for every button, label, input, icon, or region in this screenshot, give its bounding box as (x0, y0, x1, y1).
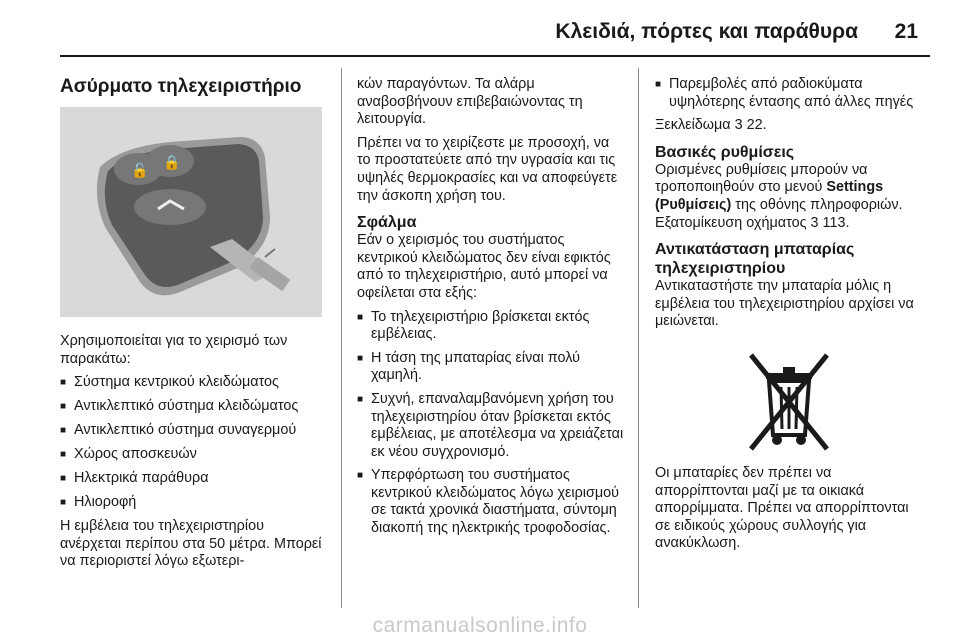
list-item: ■ Σύστημα κεντρικού κλειδώματος (60, 374, 279, 391)
list-item: ■ Υπερφόρτωση του συστήματος κεντρικού κλειδώματος λόγω χειρισμού σε τακτά χρονικά διαστήματα, σύντομη διακοπή της ηλεκτρικής τροφοδοσίας. (357, 467, 620, 537)
page-number: 21 (894, 20, 918, 43)
remote-key-figure (60, 107, 326, 317)
care-text: Πρέπει να το χειρίζεστε με προσοχή, να το προστατεύετε από την υγρασία και τις υψηλές θερμοκρασίες και να αποφεύγετε την άσκοπη χρήση του. (357, 134, 618, 204)
crossed-bin-icon (739, 345, 839, 455)
fault-text: Εάν ο χειρισμός του συστήματος κεντρικού κλειδώματος δεν είναι εφικτός από το τηλεχειριστήριο, αυτό μπορεί να οφείλεται στα εξής: (357, 232, 611, 301)
reference-arrow-icon: 3 (734, 117, 743, 134)
list-item: ■ Ηλιοροφή (60, 494, 137, 511)
settings-text: Ορισμένες ρυθμίσεις μπορούν να τροποποιηθούν στο μενού Settings (Ρυθμίσεις) της οθόνης πληροφοριών. Εξατομίκευση οχήματος 3 113. (655, 161, 903, 231)
watermark: carmanualsonline.info (372, 614, 588, 637)
svg-text:🔒: 🔒 (163, 155, 181, 171)
section-heading-remote: Ασύρματο τηλεχειριστήριο (60, 76, 302, 97)
unlock-reference: Ξεκλείδωμα 3 22. (655, 117, 767, 134)
range-text: Η εμβέλεια του τηλεχειριστηρίου ανέρχεται περίπου στα 50 μέτρα. Μπορεί να περιοριστεί λόγω εξωτερι- (60, 518, 322, 570)
header-rule (60, 55, 930, 57)
list-item: ■ Αντικλεπτικό σύστημα κλειδώματος (60, 398, 299, 415)
column-2 (357, 76, 625, 538)
reference-arrow-icon: 3 (810, 214, 819, 231)
column-1 (60, 76, 326, 571)
list-item: ■ Αντικλεπτικό σύστημα συναγερμού (60, 422, 297, 439)
list-item: ■ Παρεμβολές από ραδιοκύματα υψηλότερης έντασης από άλλες πηγές (655, 76, 914, 110)
list-item: ■ Συχνή, επαναλαμβανόμενη χρήση του τηλεχειριστηρίου όταν βρίσκεται εκτός εμβέλειας, με αποτέλεσμα να χρειάζεται εκ νέου συγχρονισμό. (357, 390, 624, 460)
intro-text: Χρησιμοποιείται για το χειρισμό των παρακάτω: (60, 333, 288, 367)
page-header-title: Κλειδιά, πόρτες και παράθυρα (555, 20, 858, 43)
continuation-text: κών παραγόντων. Τα αλάρμ αναβοσβήνουν επιβεβαιώνοντας τη λειτουργία. (357, 76, 583, 128)
list-item: ■ Το τηλεχειριστήριο βρίσκεται εκτός εμβέλειας. (357, 308, 590, 343)
svg-text:🔓: 🔓 (131, 163, 149, 179)
column-divider (638, 68, 639, 608)
disposal-text: Οι μπαταρίες δεν πρέπει να απορρίπτονται μαζί με τα οικιακά απορρίμματα. Πρέπει να απορρίπτονται σε ειδικούς χώρους συλλογής για ανακύκλωση. (655, 464, 909, 552)
list-item: ■ Η τάση της μπαταρίας είναι πολύ χαμηλή. (357, 349, 580, 384)
list-item: ■ Ηλεκτρικά παράθυρα (60, 470, 209, 487)
fault-heading: Σφάλμα (357, 214, 417, 232)
settings-heading: Βασικές ρυθμίσεις (655, 143, 795, 161)
column-divider (341, 68, 342, 608)
battery-text: Αντικαταστήστε την μπαταρία μόλις η εμβέλεια του τηλεχειριστηρίου αρχίσει να μειώνεται. (655, 278, 914, 330)
battery-heading: Αντικατάσταση μπαταρίας τηλεχειριστηρίου (655, 241, 855, 278)
column-3 (655, 76, 923, 553)
list-item: ■ Χώρος αποσκευών (60, 446, 197, 463)
